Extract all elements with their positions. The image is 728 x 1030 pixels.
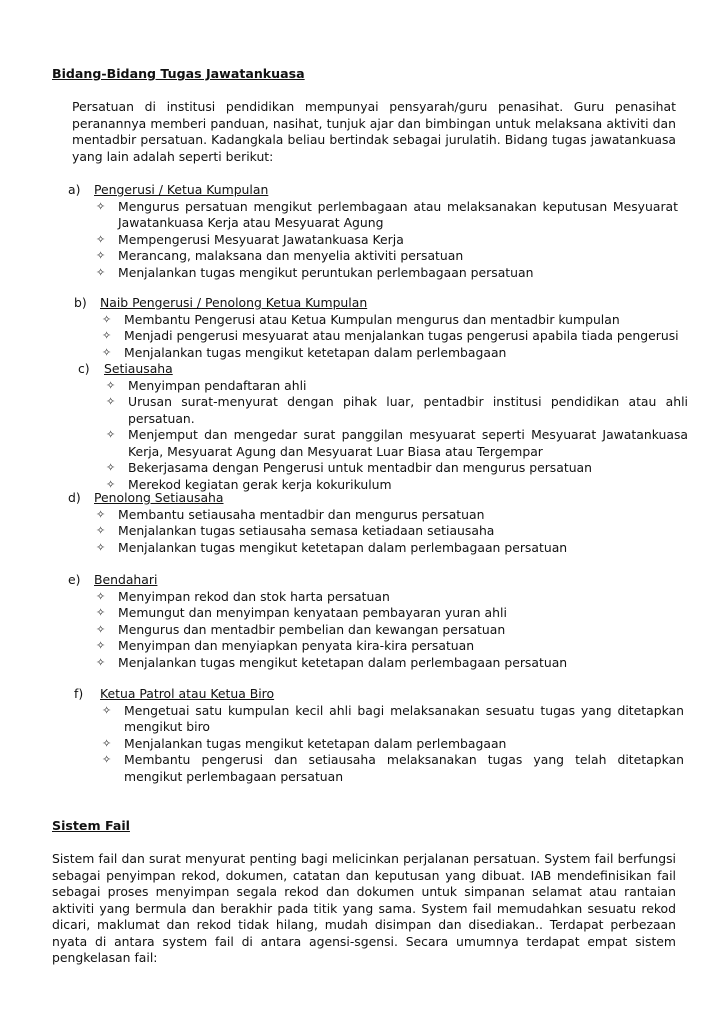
group-letter: a)	[68, 182, 81, 197]
duty-list	[74, 703, 684, 786]
list-item-text: Membantu Pengerusi atau Ketua Kumpulan mengurus dan mentadbir kumpulan	[124, 311, 620, 327]
duty-group-header	[68, 572, 678, 589]
group-letter: c)	[78, 361, 90, 376]
list-item	[96, 232, 678, 249]
section-heading-sistem-fail: Sistem Fail	[52, 818, 130, 833]
list-item	[102, 345, 684, 362]
diamond-star-icon: ✧	[96, 265, 106, 279]
diamond-star-icon: ✧	[102, 345, 112, 359]
list-item-text: Menjalankan tugas mengikut ketetapan dalam perlembagaan	[124, 344, 507, 360]
duty-group-header	[78, 361, 688, 378]
list-item-text: Mengurus dan mentadbir pembelian dan kewangan persatuan	[118, 621, 506, 637]
duty-list	[68, 507, 678, 557]
diamond-star-icon: ✧	[102, 753, 112, 766]
list-item	[96, 248, 678, 265]
section-heading: Bidang-Bidang Tugas Jawatankuasa	[52, 66, 305, 81]
diamond-star-icon: ✧	[96, 589, 106, 603]
list-item	[102, 312, 684, 329]
list-item-text: Mengurus persatuan mengikut perlembagaan atau melaksanakan keputusan Mesyuarat Jawatankuasa Kerja atau Mesyuarat Agung	[118, 198, 678, 230]
list-item	[106, 460, 688, 477]
list-item	[96, 540, 678, 557]
list-item	[96, 199, 678, 232]
list-item-text: Mengetuai satu kumpulan kecil ahli bagi melaksanakan sesuatu tugas yang ditetapkan mengikut biro	[124, 702, 684, 734]
list-item-text: Menyimpan pendaftaran ahli	[128, 377, 307, 393]
duty-list	[68, 589, 678, 672]
group-title: Naib Pengerusi / Penolong Ketua Kumpulan	[100, 295, 368, 310]
list-item-text: Menjadi pengerusi mesyuarat atau menjalankan tugas pengerusi apabila tiada pengerusi	[124, 328, 679, 343]
list-item	[96, 523, 678, 540]
list-item-text: Menjemput dan mengedar surat panggilan mesyuarat seperti Mesyuarat Jawatankuasa Kerja, Mesyuarat Agung dan Mesyuarat Luar Biasa atau Tergempar	[128, 427, 688, 459]
list-item	[96, 605, 678, 622]
diamond-star-icon: ✧	[96, 606, 106, 619]
list-item	[106, 378, 688, 395]
diamond-star-icon: ✧	[96, 524, 106, 537]
list-item	[96, 655, 678, 672]
diamond-star-icon: ✧	[106, 477, 116, 491]
diamond-star-icon: ✧	[102, 312, 112, 326]
group-letter: d)	[68, 490, 81, 505]
list-item-text: Menjalankan tugas mengikut ketetapan dalam perlembagaan persatuan	[118, 654, 568, 670]
list-item-text: Menjalankan tugas mengikut ketetapan dalam perlembagaan persatuan	[118, 539, 568, 555]
diamond-star-icon: ✧	[102, 703, 112, 717]
duty-group	[78, 361, 688, 493]
diamond-star-icon: ✧	[96, 622, 106, 636]
duty-group-header	[68, 490, 678, 507]
diamond-star-icon: ✧	[106, 395, 116, 408]
diamond-star-icon: ✧	[102, 329, 112, 342]
list-item	[96, 638, 678, 655]
list-item	[102, 752, 684, 785]
diamond-star-icon: ✧	[96, 639, 106, 652]
duty-group	[68, 490, 678, 556]
diamond-star-icon: ✧	[106, 378, 116, 392]
list-item	[96, 589, 678, 606]
sistem-fail-paragraph: Sistem fail dan surat menyurat penting bagi melicinkan perjalanan persatuan. System fail berfungsi sebagai penyimpan rekod, dokumen, catatan dan keputusan yang dibuat. IAB mendefinisikan fail sebagai proses menyimpan segala rekod dan dokumen untuk simpanan selamat atau rantaian aktiviti yang bermula dan berakhir pada titik yang sama. System fail memudahkan sesuatu rekod dicari, maklumat dan rekod tidak hilang, mudah disimpan dan disediakan.. Terdapat perbezaan nyata di antara system fail di antara agensi-sgensi. Secara umumnya terdapat empat sistem pengkelasan fail:	[52, 851, 676, 965]
list-item-text: Urusan surat-menyurat dengan pihak luar, pentadbir institusi pendidikan atau ahli persatuan.	[128, 394, 688, 426]
diamond-star-icon: ✧	[106, 428, 116, 441]
diamond-star-icon: ✧	[96, 540, 106, 554]
diamond-star-icon: ✧	[96, 655, 106, 669]
duty-group	[74, 686, 684, 785]
list-item-text: Menjalankan tugas setiausaha semasa ketiadaan setiausaha	[118, 523, 495, 538]
list-item-text: Menjalankan tugas mengikut peruntukan perlembagaan persatuan	[118, 264, 534, 280]
list-item	[96, 622, 678, 639]
list-item	[106, 394, 688, 427]
group-title: Ketua Patrol atau Ketua Biro	[100, 686, 275, 701]
group-title: Pengerusi / Ketua Kumpulan	[94, 182, 269, 197]
diamond-star-icon: ✧	[96, 232, 106, 246]
diamond-star-icon: ✧	[96, 507, 106, 521]
group-title: Bendahari	[94, 572, 158, 587]
list-item-text: Menyimpan rekod dan stok harta persatuan	[118, 588, 390, 604]
group-letter: f)	[74, 686, 84, 701]
list-item-text: Membantu setiausaha mentadbir dan mengurus persatuan	[118, 506, 485, 522]
duty-group	[68, 572, 678, 671]
duty-group-header	[68, 182, 678, 199]
group-title: Penolong Setiausaha	[94, 490, 224, 505]
diamond-star-icon: ✧	[96, 249, 106, 262]
list-item-text: Membantu pengerusi dan setiausaha melaksanakan tugas yang telah ditetapkan mengikut perlembagaan persatuan	[124, 752, 684, 784]
list-item	[102, 328, 684, 345]
list-item-text: Mempengerusi Mesyuarat Jawatankuasa Kerja	[118, 231, 404, 247]
duty-list	[78, 378, 688, 494]
duty-list	[74, 312, 684, 362]
list-item	[96, 265, 678, 282]
list-item-text: Menjalankan tugas mengikut ketetapan dalam perlembagaan	[124, 735, 507, 751]
list-item	[96, 507, 678, 524]
duty-group	[68, 182, 678, 281]
diamond-star-icon: ✧	[106, 461, 116, 474]
intro-paragraph: Persatuan di institusi pendidikan mempunyai pensyarah/guru penasihat. Guru penasihat peranannya memberi panduan, nasihat, tunjuk ajar dan bimbingan untuk melaksana aktiviti dan mentadbir persatuan. Kadangkala beliau bertindak sebagai jurulatih. Bidang tugas jawatankuasa yang lain adalah seperti berikut:	[72, 99, 676, 164]
list-item	[102, 736, 684, 753]
group-title: Setiausaha	[104, 361, 173, 376]
list-item-text: Memungut dan menyimpan kenyataan pembayaran yuran ahli	[118, 605, 507, 620]
list-item-text: Merekod kegiatan gerak kerja kokurikulum	[128, 476, 392, 492]
duty-group-header	[74, 686, 684, 703]
diamond-star-icon: ✧	[96, 199, 106, 213]
list-item-text: Menyimpan dan menyiapkan penyata kira-kira persatuan	[118, 638, 475, 653]
list-item	[106, 427, 688, 460]
group-letter: e)	[68, 572, 81, 587]
group-letter: b)	[74, 295, 87, 310]
duty-group	[74, 295, 684, 361]
diamond-star-icon: ✧	[102, 736, 112, 750]
duty-group-header	[74, 295, 684, 312]
list-item	[102, 703, 684, 736]
list-item-text: Merancang, malaksana dan menyelia aktiviti persatuan	[118, 248, 464, 263]
duty-list	[68, 199, 678, 282]
list-item-text: Bekerjasama dengan Pengerusi untuk mentadbir dan mengurus persatuan	[128, 460, 593, 475]
